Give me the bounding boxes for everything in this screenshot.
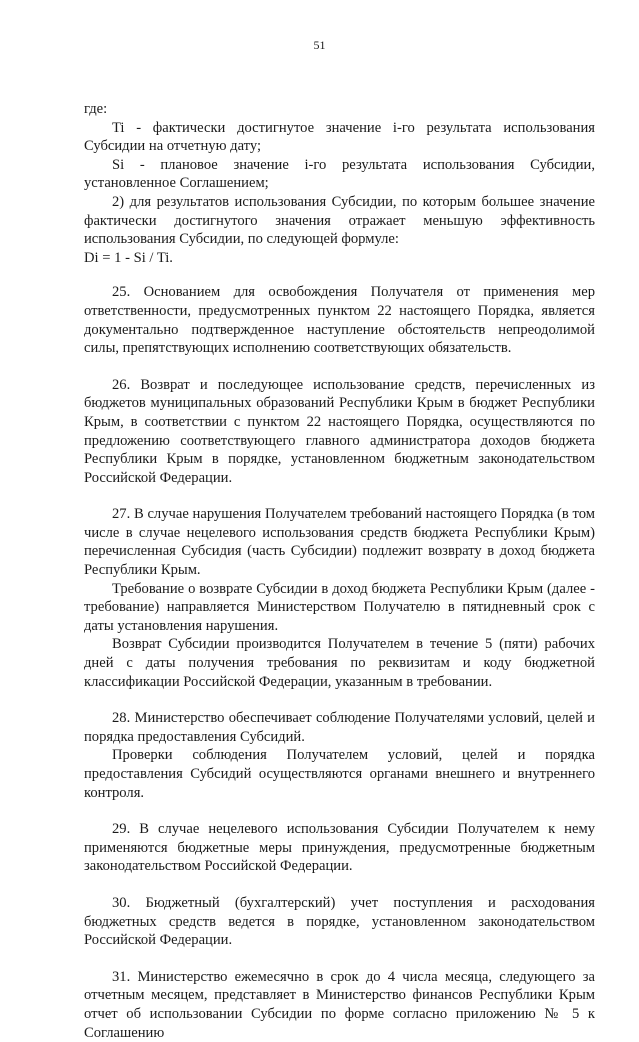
paragraph: Требование о возврате Субсидии в доход бюджета Республики Крым (далее - требование) направляется Министерством Получателю в пятидневный срок с даты установления нарушения. xyxy=(84,580,595,634)
paragraph: где: xyxy=(84,101,108,117)
paragraph-28: 28. Министерство обеспечивает соблюдение Получателями условий, целей и порядка предоставления Субсидий. xyxy=(84,710,595,745)
paragraph: 2) для результатов использования Субсидии, по которым большее значение фактически достигнутого значения отражает меньшую эффективность использования Субсидии, по следующей формуле: xyxy=(84,193,595,248)
paragraph: Ti - фактически достигнутое значение i-го результата использования Субсидии на отчетную дату; xyxy=(84,119,595,155)
paragraph-29: 29. В случае нецелевого использования Субсидии Получателем к нему применяются бюджетные меры принуждения, предусмотренные бюджетным законодательством Российской Федерации. xyxy=(84,821,595,875)
paragraph-30: 30. Бюджетный (бухгалтерский) учет поступления и расходования бюджетных средств ведется в порядке, установленном законодательством Российской Федерации. xyxy=(84,894,595,949)
document-body xyxy=(84,100,595,1042)
paragraph-25: 25. Основанием для освобождения Получателя от применения мер ответственности, предусмотренных пунктом 22 настоящего Порядка, является документально подтвержденное наступление обстоятельств непреодолимой силы, препятствующих исполнению соответствующих обязательств. xyxy=(84,284,595,357)
paragraph: Возврат Субсидии производится Получателем в течение 5 (пяти) рабочих дней с даты получения требования по реквизитам и коду бюджетной классификации Российской Федерации, указанным в требовании. xyxy=(84,636,595,690)
paragraph: Проверки соблюдения Получателем условий, целей и порядка предоставления Субсидий осуществляются органами внешнего и внутреннего контроля. xyxy=(84,747,595,801)
page-number: 51 xyxy=(313,38,326,52)
paragraph-31: 31. Министерство ежемесячно в срок до 4 числа месяца, следующего за отчетным месяцем, представляет в Министерство финансов Республики Крым отчет об использовании Субсидии по форме согласно приложению № 5 к Соглашению xyxy=(84,968,595,1041)
paragraph-26: 26. Возврат и последующее использование средств, перечисленных из бюджетов муниципальных образований Республики Крым в бюджет Республики Крым, в соответствии с пунктом 22 настоящего Порядка, осуществляются по предложению соответствующего главного администратора доходов бюджета Республики Крым в порядке, установленном бюджетным законодательством Российской Федерации. xyxy=(84,376,595,486)
paragraph-27: 27. В случае нарушения Получателем требований настоящего Порядка (в том числе в случае нецелевого использования средств бюджета Республики Крым) перечисленная Субсидия (часть Субсидии) подлежит возврату в доход бюджета Республики Крым. xyxy=(84,506,595,579)
paragraph: Si - плановое значение i-го результата использования Субсидии, установленное Соглашением; xyxy=(84,156,595,192)
formula: Di = 1 - Si / Ti. xyxy=(84,249,173,266)
